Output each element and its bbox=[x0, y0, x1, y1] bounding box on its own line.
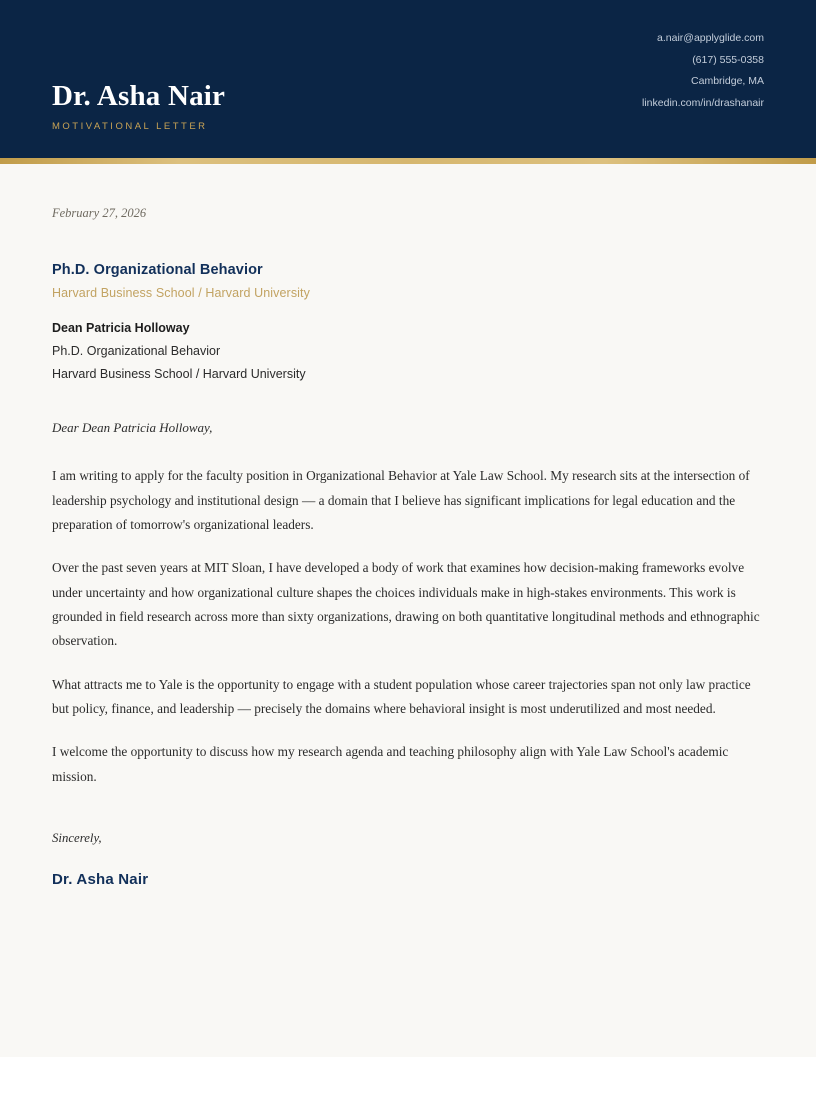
contact-location: Cambridge, MA bbox=[691, 75, 764, 87]
recipient-organization: Harvard Business School / Harvard University bbox=[52, 367, 306, 382]
letter-salutation: Dear Dean Patricia Holloway, bbox=[52, 420, 213, 436]
contact-email[interactable]: a.nair@applyglide.com bbox=[657, 32, 764, 44]
letter-body bbox=[0, 164, 816, 888]
letter-closing-phrase: Sincerely, bbox=[52, 830, 102, 845]
letter-paragraph: Over the past seven years at MIT Sloan, I have developed a body of work that examines how decision-making frameworks evolve under uncertainty and how organizational culture shapes the choices individuals make in high-stakes environments. This work is grounded in field research across more than sixty organizations, drawing on both quantitative longitudinal methods and ethnographic observation. bbox=[52, 560, 760, 649]
letter-paragraph: What attracts me to Yale is the opportunity to engage with a student population whose career trajectories span not only law practice but policy, finance, and leadership — precisely the domains where behavioral insight is most underutilized and most needed. bbox=[52, 676, 751, 716]
recipient-address-block bbox=[52, 317, 762, 386]
signature-name: Dr. Asha Nair bbox=[52, 870, 149, 888]
recipient-position: Ph.D. Organizational Behavior bbox=[52, 344, 221, 359]
header-contact-block bbox=[642, 33, 764, 132]
document-kind-label: MOTIVATIONAL LETTER bbox=[52, 121, 208, 132]
header-identity-block bbox=[52, 80, 225, 132]
letter-header bbox=[0, 0, 816, 158]
recipient-name: Dean Patricia Holloway bbox=[52, 321, 190, 335]
contact-linkedin[interactable]: linkedin.com/in/drashanair bbox=[642, 96, 764, 109]
letter-paragraph: I am writing to apply for the faculty position in Organizational Behavior at Yale Law School. My research sits at the intersection of leadership psychology and institutional design — a domain that I believe has significant implications for legal education and the preparation of tomorrow's organizational leaders. bbox=[52, 468, 750, 533]
target-role-block bbox=[52, 262, 762, 300]
sender-name: Dr. Asha Nair bbox=[52, 79, 226, 112]
target-position-title: Ph.D. Organizational Behavior bbox=[52, 262, 263, 278]
contact-phone[interactable]: (617) 555-0358 bbox=[692, 53, 764, 66]
letter-date: February 27, 2026 bbox=[52, 206, 147, 220]
target-organization: Harvard Business School / Harvard University bbox=[52, 286, 310, 300]
letter-paragraph: I welcome the opportunity to discuss how my research agenda and teaching philosophy align with Yale Law School's academic mission. bbox=[52, 744, 729, 784]
